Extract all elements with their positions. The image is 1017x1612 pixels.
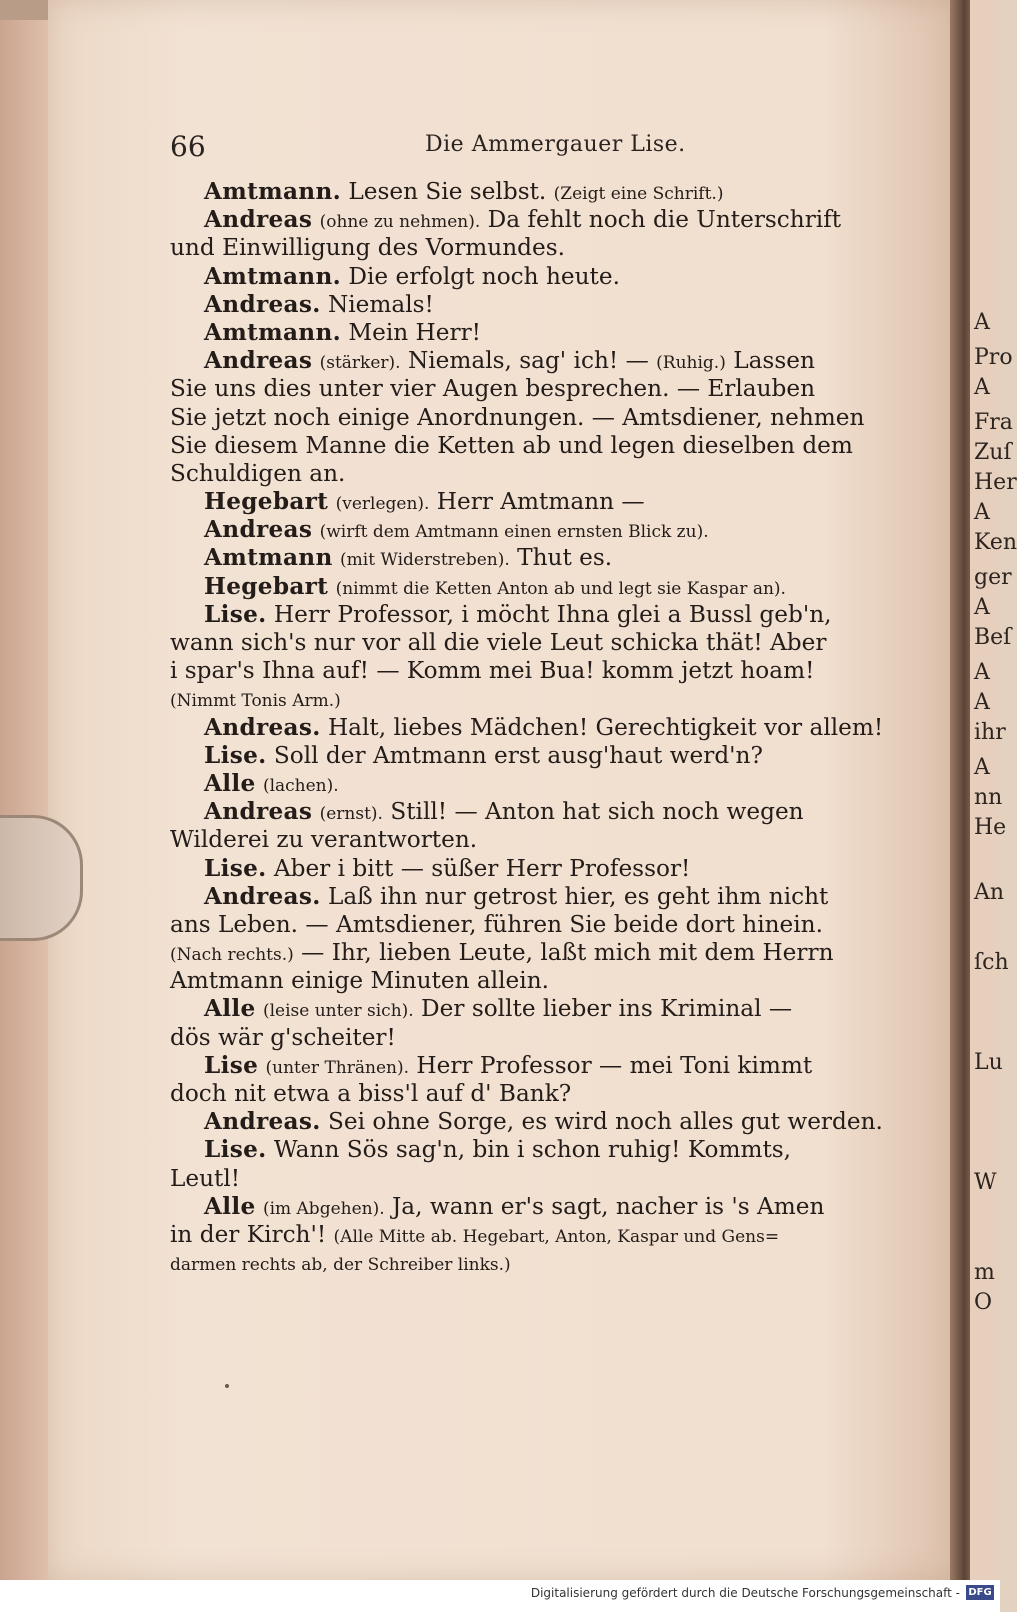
- dialogue-text: Die erfolgt noch heute.: [341, 262, 620, 290]
- next-page-fragment: A: [974, 500, 990, 525]
- text-line: [170, 1052, 915, 1080]
- next-page-fragment: ſch: [974, 950, 1009, 975]
- speaker-name: Andreas: [204, 516, 313, 544]
- stage-direction: (nimmt die Ketten Anton ab und legt sie Kaspar an).: [335, 578, 786, 599]
- next-page-fragment: Pro: [974, 345, 1013, 370]
- stage-direction: (Zeigt eine Schrift.): [553, 184, 724, 204]
- dialogue-text: Lesen Sie selbst.: [341, 178, 554, 205]
- next-page-fragment: A: [974, 660, 990, 685]
- next-page-fragment: A: [974, 755, 990, 780]
- stage-direction: darmen rechts ab, der Schreiber links.): [170, 1255, 511, 1276]
- dialogue-text: [258, 1052, 265, 1079]
- speaker-name: Amtmann.: [204, 262, 341, 290]
- dialogue-text: Herr Professor, i möcht Ihna glei a Bussl geb'n,: [266, 600, 832, 628]
- next-page-fragment: m: [974, 1260, 995, 1285]
- stage-direction: (Nach rechts.): [170, 945, 294, 966]
- speaker-name: Andreas.: [204, 290, 321, 318]
- text-line: [170, 516, 915, 544]
- dialogue-text: Thut es.: [509, 544, 613, 572]
- dialogue-text: Sie diesem Manne die Ketten ab und legen dieselben dem: [170, 431, 853, 459]
- speaker-name: Andreas: [204, 798, 313, 826]
- text-line: [170, 714, 915, 742]
- dialogue-text: ans Leben. — Amtsdiener, führen Sie beide dort hinein.: [170, 910, 823, 938]
- text-line: [170, 347, 915, 375]
- text-line: [170, 488, 915, 516]
- dialogue-text: doch nit etwa a biss'l auf d' Bank?: [170, 1080, 572, 1107]
- next-page-fragment: Fra: [974, 410, 1013, 435]
- next-page-fragment: An: [974, 880, 1005, 905]
- text-block: [170, 178, 915, 1277]
- stage-direction: (Nimmt Tonis Arm.): [170, 691, 341, 712]
- text-line: [170, 657, 915, 685]
- text-line: [170, 178, 915, 206]
- next-page-fragment: Her: [974, 470, 1017, 495]
- text-line: [170, 263, 915, 291]
- speaker-name: Andreas: [204, 347, 313, 375]
- stage-direction: (Alle Mitte ab. Hegebart, Anton, Kaspar und Gens=: [333, 1226, 780, 1247]
- speaker-name: Andreas: [204, 206, 313, 234]
- stage-direction: (mit Widerstreben).: [340, 550, 510, 571]
- text-line: [170, 1249, 915, 1277]
- dialogue-text: Wann Sös sag'n, bin i schon ruhig! Kommts,: [266, 1136, 792, 1164]
- text-line: [170, 601, 915, 629]
- dialogue-text: [256, 995, 263, 1022]
- text-line: [170, 939, 915, 967]
- text-line: [170, 375, 915, 403]
- text-line: [170, 573, 915, 601]
- speaker-name: Alle: [204, 995, 256, 1023]
- text-line: [170, 1193, 915, 1221]
- dialogue-text: Ja, wann er's sagt, nacher is 's Amen: [384, 1192, 825, 1220]
- speaker-name: Lise.: [204, 600, 267, 628]
- text-line: [170, 995, 915, 1023]
- next-page-fragment: W: [974, 1170, 997, 1195]
- dialogue-text: [312, 516, 319, 543]
- next-page-fragment: Beſ: [974, 625, 1012, 650]
- dialogue-text: und Einwilligung des Vormundes.: [170, 234, 565, 262]
- next-page-fragment: Ken: [974, 530, 1017, 555]
- dialogue-text: [312, 206, 319, 233]
- stage-direction: (lachen).: [262, 775, 339, 796]
- text-line: [170, 460, 915, 488]
- text-line: [170, 1024, 915, 1052]
- speaker-name: Andreas.: [204, 1108, 321, 1136]
- text-line: [170, 234, 915, 262]
- text-line: [170, 770, 915, 798]
- running-head: Die Ammergauer Lise.: [425, 132, 686, 157]
- dialogue-text: Da fehlt noch die Unterschrift: [480, 206, 842, 234]
- speaker-name: Hegebart: [204, 572, 329, 600]
- text-line: [170, 319, 915, 347]
- dialogue-text: Herr Professor — mei Toni kimmt: [409, 1051, 813, 1079]
- text-line: [170, 742, 915, 770]
- page-tab-marker: [0, 815, 83, 941]
- dialogue-text: Wilderei zu verantworten.: [170, 826, 478, 854]
- stage-direction: (im Abgehen).: [262, 1198, 385, 1219]
- speaker-name: Amtmann.: [204, 178, 341, 205]
- dialogue-text: [328, 488, 335, 515]
- stage-direction: (verlegen).: [335, 494, 430, 515]
- speaker-name: Amtmann: [204, 544, 333, 572]
- dialogue-text: Halt, liebes Mädchen! Gerechtigkeit vor allem!: [320, 713, 884, 741]
- dialogue-text: [256, 770, 263, 797]
- text-line: [170, 629, 915, 657]
- dialogue-text: Sei ohne Sorge, es wird noch alles gut werden.: [320, 1108, 883, 1136]
- text-line: [170, 826, 915, 854]
- stage-direction: (Ruhig.): [656, 353, 726, 374]
- next-page-fragment: A: [974, 595, 990, 620]
- stage-direction: (ernst).: [319, 804, 383, 825]
- next-page-fragment: A: [974, 310, 990, 335]
- text-line: [170, 798, 915, 826]
- next-page-fragment: nn: [974, 785, 1003, 810]
- next-page-fragment: Zuſ: [974, 440, 1012, 465]
- dialogue-text: Herr Amtmann —: [429, 488, 645, 516]
- dialogue-text: in der Kirch'!: [170, 1220, 334, 1248]
- stage-direction: (stärker).: [319, 353, 401, 374]
- dialogue-text: Aber i bitt — süßer Herr Professor!: [266, 854, 691, 882]
- dialogue-text: wann sich's nur vor all die viele Leut schicka thät! Aber: [170, 629, 827, 656]
- speaker-name: Andreas.: [204, 882, 321, 910]
- next-page-fragment: He: [974, 815, 1007, 840]
- dialogue-text: Laß ihn nur getrost hier, es geht ihm nicht: [320, 882, 829, 910]
- footer-credit: Digitalisierung gefördert durch die Deutsche Forschungsgemeinschaft -: [530, 1586, 960, 1600]
- next-page-edge: [970, 0, 1017, 1580]
- text-line: [170, 206, 915, 234]
- speaker-name: Alle: [204, 1192, 256, 1220]
- dialogue-text: Amtmann einige Minuten allein.: [170, 967, 549, 995]
- dialogue-text: Soll der Amtmann erst ausg'haut werd'n?: [266, 741, 763, 769]
- dialogue-text: [328, 573, 335, 600]
- text-line: [170, 967, 915, 995]
- dialogue-text: [333, 544, 340, 571]
- speaker-name: Amtmann.: [204, 318, 341, 346]
- text-line: [170, 1080, 915, 1108]
- speaker-name: Alle: [204, 769, 256, 797]
- footer-bar: [0, 1580, 1000, 1612]
- speaker-name: Hegebart: [204, 488, 329, 516]
- dialogue-text: Sie jetzt noch einige Anordnungen. — Amtsdiener, nehmen: [170, 403, 865, 431]
- dialogue-text: Still! — Anton hat sich noch wegen: [382, 798, 804, 826]
- page-number: 66: [170, 130, 206, 163]
- dialogue-text: [312, 798, 319, 825]
- next-page-fragment: A: [974, 375, 990, 400]
- dialogue-text: [312, 347, 319, 374]
- next-page-fragment: A: [974, 690, 990, 715]
- ink-speck: [225, 1384, 229, 1388]
- next-page-fragment: O: [974, 1290, 993, 1315]
- stage-direction: (leise unter sich).: [262, 1001, 414, 1022]
- dialogue-text: Schuldigen an.: [170, 459, 346, 487]
- dialogue-text: Niemals, sag' ich! —: [400, 347, 657, 375]
- text-line: [170, 855, 915, 883]
- text-line: [170, 883, 915, 911]
- text-line: [170, 1136, 915, 1164]
- text-line: [170, 291, 915, 319]
- dialogue-text: Lassen: [725, 347, 815, 375]
- next-page-fragment: ger: [974, 565, 1012, 590]
- dfg-logo: DFG: [966, 1585, 994, 1600]
- next-page-fragment: Lu: [974, 1050, 1003, 1075]
- next-page-fragment: ihr: [974, 720, 1006, 745]
- text-line: [170, 544, 915, 572]
- dialogue-text: Der sollte lieber ins Kriminal —: [413, 995, 793, 1023]
- dialogue-text: i spar's Ihna auf! — Komm mei Bua! komm jetzt hoam!: [170, 657, 815, 685]
- text-line: [170, 685, 915, 713]
- speaker-name: Lise: [204, 1051, 259, 1079]
- speaker-name: Lise.: [204, 741, 267, 769]
- stage-direction: (ohne zu nehmen).: [319, 212, 481, 233]
- text-line: [170, 1165, 915, 1193]
- dialogue-text: [256, 1193, 263, 1220]
- text-line: [170, 911, 915, 939]
- dialogue-text: Sie uns dies unter vier Augen besprechen. — Erlauben: [170, 375, 816, 403]
- text-line: [170, 1221, 915, 1249]
- dialogue-text: — Ihr, lieben Leute, laßt mich mit dem Herrn: [293, 939, 834, 967]
- dialogue-text: Niemals!: [320, 290, 434, 318]
- speaker-name: Lise.: [204, 854, 267, 882]
- stage-direction: (unter Thränen).: [265, 1057, 409, 1078]
- text-line: [170, 404, 915, 432]
- speaker-name: Andreas.: [204, 713, 321, 741]
- dialogue-text: Mein Herr!: [341, 318, 481, 346]
- dialogue-text: Leutl!: [170, 1164, 241, 1192]
- speaker-name: Lise.: [204, 1136, 267, 1164]
- text-line: [170, 432, 915, 460]
- text-line: [170, 1108, 915, 1136]
- stage-direction: (wirft dem Amtmann einen ernsten Blick zu).: [319, 522, 709, 543]
- dialogue-text: dös wär g'scheiter!: [170, 1023, 396, 1051]
